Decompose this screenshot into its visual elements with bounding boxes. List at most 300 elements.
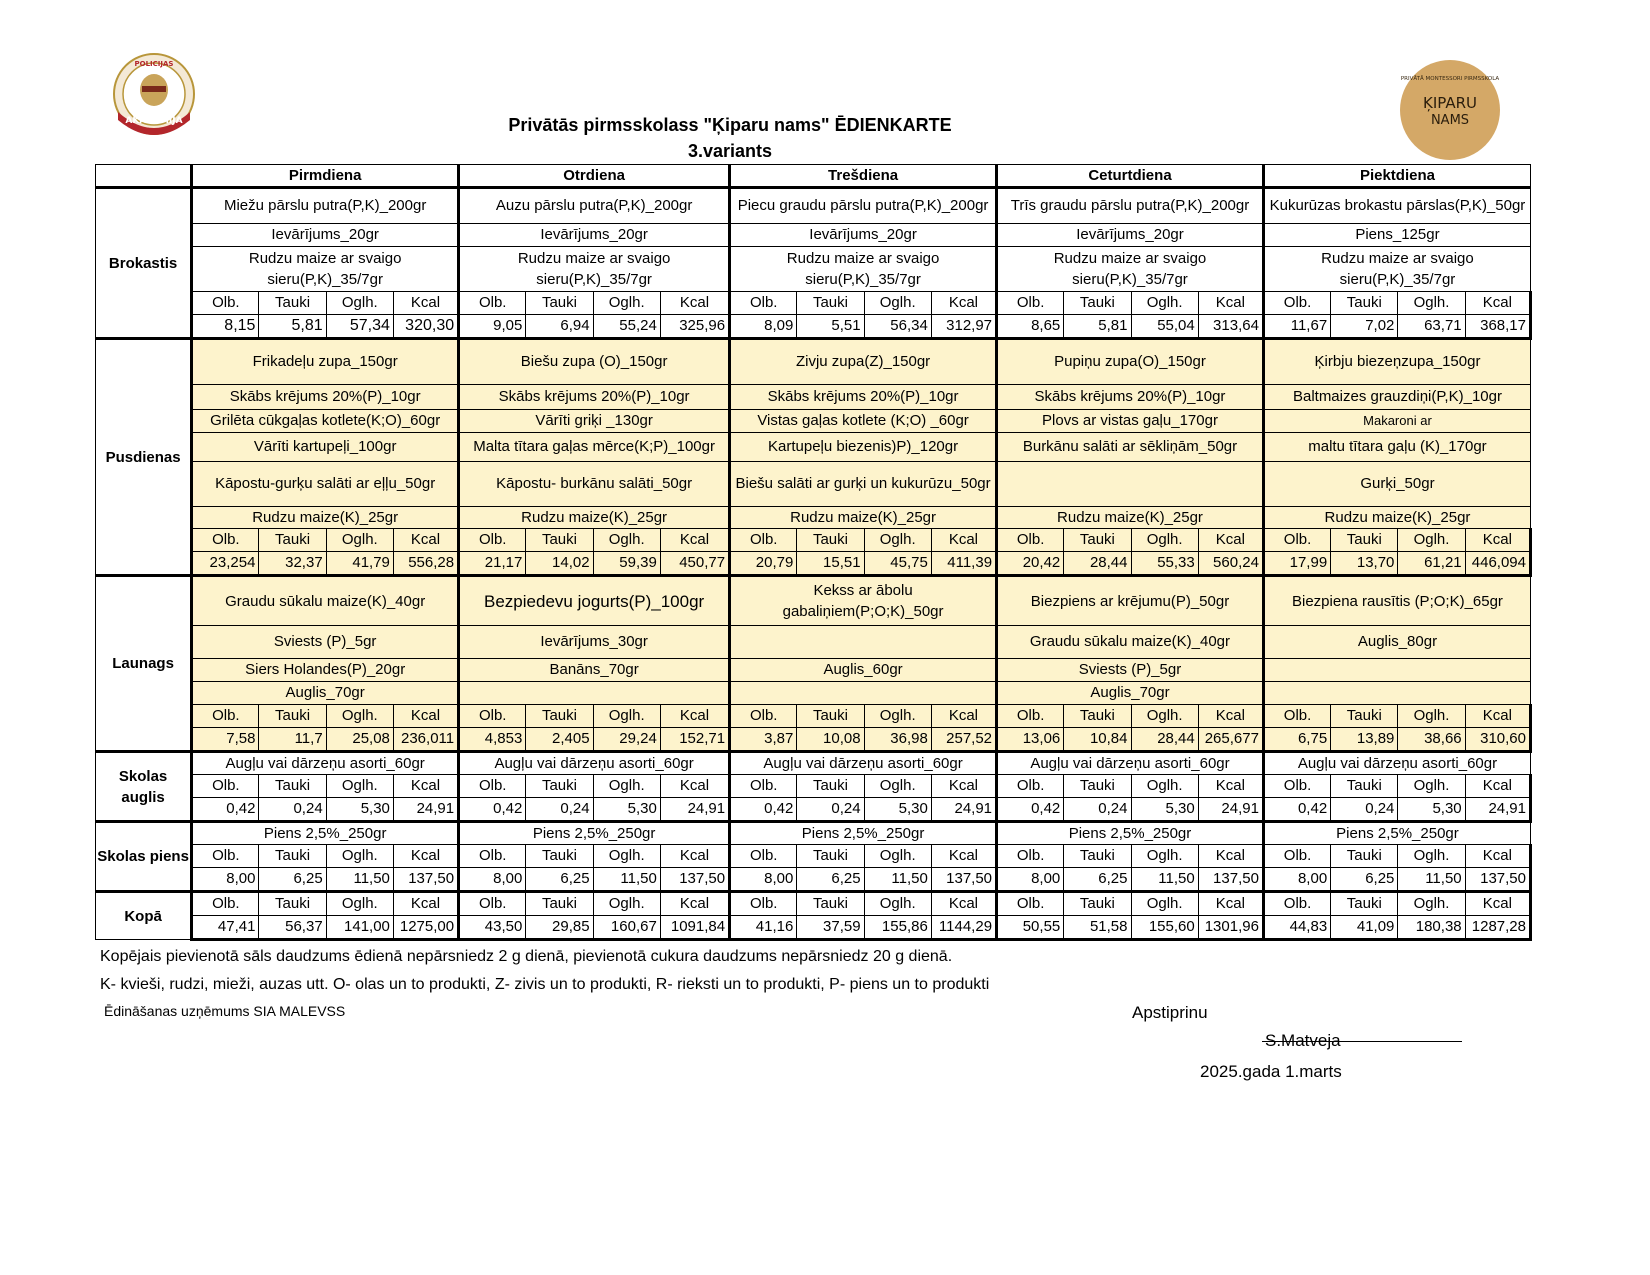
- nutrient-value: 32,37: [259, 552, 326, 576]
- nutrient-value-row: [96, 552, 1531, 576]
- nutrient-label: Oglh.: [1131, 892, 1198, 916]
- nutrient-value: 7,02: [1331, 315, 1398, 339]
- nutrient-value: 137,50: [1465, 868, 1530, 892]
- nutrient-label: Olb.: [459, 292, 526, 315]
- nutrient-value: 8,09: [730, 315, 797, 339]
- nutrient-value: 11,50: [593, 868, 660, 892]
- page-subtitle: 3.variants: [687, 141, 773, 161]
- nutrient-value: 310,60: [1465, 728, 1530, 752]
- dish-cell: maltu tītara gaļu (K)_170gr: [1263, 433, 1530, 462]
- nutrient-label: Kcal: [393, 529, 458, 552]
- dish-cell: Malta tītara gaļas mērce(K;P)_100gr: [459, 433, 730, 462]
- nutrient-label: Olb.: [997, 529, 1064, 552]
- nutrient-label: Olb.: [1263, 892, 1330, 916]
- dish-cell: Gurķi_50gr: [1263, 462, 1530, 507]
- nutrient-label: Olb.: [997, 892, 1064, 916]
- dish-cell: Auzu pārslu putra(P,K)_200gr: [459, 188, 730, 224]
- dish-cell: Augļu vai dārzeņu asorti_60gr: [730, 752, 997, 775]
- nutrient-label: Olb.: [459, 775, 526, 798]
- dish-cell: Bezpiedevu jogurts(P)_100gr: [459, 576, 730, 626]
- nutrient-label: Tauki: [1064, 529, 1131, 552]
- nutrient-label: Oglh.: [1398, 775, 1465, 798]
- nutrient-label: Olb.: [730, 892, 797, 916]
- nutrient-label-row: [96, 292, 1531, 315]
- dish-row: [96, 339, 1531, 385]
- nutrient-value: 1275,00: [393, 916, 458, 940]
- nutrient-label: Oglh.: [326, 775, 393, 798]
- kiparu-nams-logo: [1398, 58, 1502, 162]
- nutrient-label: Tauki: [1331, 892, 1398, 916]
- nutrient-value: 5,81: [1064, 315, 1131, 339]
- nutrient-value: 50,55: [997, 916, 1064, 940]
- nutrient-label: Kcal: [931, 705, 996, 728]
- nutrient-value: 41,79: [326, 552, 393, 576]
- dish-row: [96, 433, 1531, 462]
- nutrient-label: Kcal: [1465, 845, 1530, 868]
- dish-cell: Kekss ar ābolu gabaliņiem(P;O;K)_50gr: [730, 576, 997, 626]
- dish-cell: Grilēta cūkgaļas kotlete(K;O)_60gr: [192, 410, 459, 433]
- nutrient-value: 24,91: [393, 798, 458, 822]
- dish-cell: Rudzu maize ar svaigo sieru(P,K)_35/7gr: [1263, 247, 1530, 292]
- dish-cell: Trīs graudu pārslu putra(P,K)_200gr: [997, 188, 1264, 224]
- nutrient-value-row: [96, 916, 1531, 940]
- nutrient-label: Oglh.: [326, 845, 393, 868]
- svg-text:PRIVĀTĀ MONTESSORI PIRMSSKOLA: PRIVĀTĀ MONTESSORI PIRMSSKOLA: [1400, 76, 1500, 82]
- nutrient-label: Kcal: [931, 529, 996, 552]
- approve-label: Apstiprinu: [1132, 1003, 1208, 1022]
- nutrient-label: Kcal: [931, 775, 996, 798]
- nutrient-label: Kcal: [660, 775, 729, 798]
- nutrient-value: 9,05: [459, 315, 526, 339]
- nutrient-label: Tauki: [526, 705, 593, 728]
- nutrient-value: 24,91: [1198, 798, 1263, 822]
- dish-cell: Piens 2,5%_250gr: [730, 822, 997, 845]
- nutrient-label: Olb.: [192, 292, 259, 315]
- svg-text:POLICIJAS: POLICIJAS: [134, 60, 174, 68]
- signer-name: S.Matveja: [1265, 1031, 1341, 1050]
- dish-cell: Auglis_70gr: [997, 682, 1264, 705]
- nutrient-label: Olb.: [1263, 529, 1330, 552]
- page-title: Privātās pirmsskolass "Ķiparu nams" ĒDIENKARTE: [508, 115, 952, 135]
- svg-text:AKADEMIJA: AKADEMIJA: [125, 116, 183, 126]
- dish-cell: Piens_125gr: [1263, 224, 1530, 247]
- nutrient-value: 11,67: [1263, 315, 1330, 339]
- nutrient-label: Olb.: [459, 529, 526, 552]
- dish-cell: Rudzu maize(K)_25gr: [997, 507, 1264, 529]
- nutrient-value: 8,15: [192, 315, 259, 339]
- dish-cell: Baltmaizes grauzdiņi(P,K)_10gr: [1263, 385, 1530, 410]
- nutrient-value: 28,44: [1131, 728, 1198, 752]
- nutrient-value: 45,75: [864, 552, 931, 576]
- nutrient-value: 137,50: [1198, 868, 1263, 892]
- nutrient-value: 17,99: [1263, 552, 1330, 576]
- nutrient-value: 11,50: [864, 868, 931, 892]
- nutrient-value: 236,011: [393, 728, 458, 752]
- nutrient-label: Tauki: [1331, 292, 1398, 315]
- nutrient-value: 20,42: [997, 552, 1064, 576]
- meal-label-brokastis: Brokastis: [96, 188, 192, 339]
- nutrient-value: 41,16: [730, 916, 797, 940]
- nutrient-value: 8,65: [997, 315, 1064, 339]
- nutrient-label: Oglh.: [1398, 845, 1465, 868]
- dish-cell: Vārīti kartupeļi_100gr: [192, 433, 459, 462]
- dish-row: [96, 224, 1531, 247]
- nutrient-label-row: [96, 775, 1531, 798]
- nutrient-value: 37,59: [797, 916, 864, 940]
- nutrient-label: Kcal: [1465, 292, 1530, 315]
- nutrient-label: Oglh.: [864, 775, 931, 798]
- nutrient-label: Oglh.: [326, 292, 393, 315]
- nutrient-value: 51,58: [1064, 916, 1131, 940]
- dish-row: [96, 659, 1531, 682]
- nutrient-value: 11,50: [1398, 868, 1465, 892]
- nutrient-label: Kcal: [1198, 845, 1263, 868]
- dish-row: [96, 576, 1531, 626]
- nutrient-label: Kcal: [660, 705, 729, 728]
- dish-cell: Ievārījums_20gr: [997, 224, 1264, 247]
- dish-cell: Rudzu maize ar svaigo sieru(P,K)_35/7gr: [459, 247, 730, 292]
- dish-cell: Skābs krējums 20%(P)_10gr: [459, 385, 730, 410]
- nutrient-label: Oglh.: [326, 529, 393, 552]
- nutrient-label: Oglh.: [1131, 705, 1198, 728]
- meal-label-kopa: Kopā: [96, 892, 192, 940]
- dish-cell: Ievārījums_20gr: [192, 224, 459, 247]
- police-academy-logo: [112, 52, 196, 136]
- nutrient-label: Tauki: [526, 892, 593, 916]
- nutrient-value: 6,25: [1064, 868, 1131, 892]
- nutrient-label: Tauki: [1331, 845, 1398, 868]
- nutrient-label: Oglh.: [864, 892, 931, 916]
- nutrient-value: 6,94: [526, 315, 593, 339]
- nutrient-label: Oglh.: [1131, 292, 1198, 315]
- nutrient-value: 25,08: [326, 728, 393, 752]
- nutrient-value: 5,51: [797, 315, 864, 339]
- meal-label-pusdienas: Pusdienas: [96, 339, 192, 576]
- nutrient-label: Kcal: [393, 845, 458, 868]
- dish-cell: Zivju zupa(Z)_150gr: [730, 339, 997, 385]
- dish-cell: Biezpiens ar krējumu(P)_50gr: [997, 576, 1264, 626]
- dish-cell: Auglis_80gr: [1263, 626, 1530, 659]
- dish-cell: [1263, 682, 1530, 705]
- nutrient-label: Tauki: [526, 775, 593, 798]
- dish-cell: Frikadeļu zupa_150gr: [192, 339, 459, 385]
- nutrient-value: 312,97: [931, 315, 996, 339]
- nutrient-label: Tauki: [259, 529, 326, 552]
- nutrient-value: 8,00: [730, 868, 797, 892]
- nutrient-value: 24,91: [931, 798, 996, 822]
- nutrient-value: 8,00: [459, 868, 526, 892]
- dish-cell: Sviests (P)_5gr: [192, 626, 459, 659]
- nutrient-value: 0,24: [1331, 798, 1398, 822]
- dish-cell: [459, 682, 730, 705]
- dish-cell: Banāns_70gr: [459, 659, 730, 682]
- nutrient-label: Tauki: [259, 845, 326, 868]
- nutrient-value: 6,25: [1331, 868, 1398, 892]
- dish-row: [96, 507, 1531, 529]
- nutrient-label: Olb.: [1263, 705, 1330, 728]
- dish-row: [96, 822, 1531, 845]
- nutrient-label-row: [96, 705, 1531, 728]
- nutrient-label: Tauki: [1331, 705, 1398, 728]
- nutrient-value: 24,91: [1465, 798, 1530, 822]
- nutrient-value: 560,24: [1198, 552, 1263, 576]
- dish-cell: Kāpostu-gurķu salāti ar eļļu_50gr: [192, 462, 459, 507]
- dish-cell: Kukurūzas brokastu pārslas(P,K)_50gr: [1263, 188, 1530, 224]
- nutrient-value: 14,02: [526, 552, 593, 576]
- dish-cell: Ievārījums_20gr: [459, 224, 730, 247]
- nutrient-label: Tauki: [797, 775, 864, 798]
- menu-table: [95, 164, 1532, 941]
- nutrient-label: Kcal: [1198, 529, 1263, 552]
- nutrient-value: 5,30: [1131, 798, 1198, 822]
- nutrient-label: Kcal: [660, 845, 729, 868]
- dish-cell: Rudzu maize(K)_25gr: [730, 507, 997, 529]
- dish-cell: Graudu sūkalu maize(K)_40gr: [997, 626, 1264, 659]
- corner-cell: [96, 165, 192, 188]
- nutrient-label: Kcal: [931, 292, 996, 315]
- nutrient-value: 24,91: [660, 798, 729, 822]
- dish-row: [96, 385, 1531, 410]
- dish-cell: Rudzu maize ar svaigo sieru(P,K)_35/7gr: [997, 247, 1264, 292]
- nutrient-label: Tauki: [259, 292, 326, 315]
- nutrient-label-row: [96, 529, 1531, 552]
- nutrient-label: Oglh.: [1398, 705, 1465, 728]
- dish-cell: Auglis_60gr: [730, 659, 997, 682]
- dish-row: [96, 410, 1531, 433]
- nutrient-label: Tauki: [797, 892, 864, 916]
- nutrient-value: 137,50: [393, 868, 458, 892]
- dish-cell: Piecu graudu pārslu putra(P,K)_200gr: [730, 188, 997, 224]
- nutrient-label: Tauki: [526, 292, 593, 315]
- nutrient-value: 11,50: [1131, 868, 1198, 892]
- nutrient-label: Olb.: [997, 775, 1064, 798]
- nutrient-label: Kcal: [931, 845, 996, 868]
- day-header-row: [96, 165, 1531, 188]
- nutrient-label: Olb.: [459, 892, 526, 916]
- meal-label-skolas-piens: Skolas piens: [96, 822, 192, 892]
- meal-label-launags: Launags: [96, 576, 192, 752]
- nutrient-label: Tauki: [259, 775, 326, 798]
- nutrient-value: 3,87: [730, 728, 797, 752]
- dish-cell: Makaroni ar: [1263, 410, 1530, 433]
- dish-row: [96, 247, 1531, 292]
- dish-cell: Biešu zupa (O)_150gr: [459, 339, 730, 385]
- approval-date: 2025.gada 1.marts: [1200, 1062, 1342, 1081]
- nutrient-value: 0,42: [730, 798, 797, 822]
- dish-cell: Skābs krējums 20%(P)_10gr: [997, 385, 1264, 410]
- nutrient-label: Oglh.: [326, 892, 393, 916]
- nutrient-value: 55,04: [1131, 315, 1198, 339]
- nutrient-label: Oglh.: [1398, 292, 1465, 315]
- nutrient-value: 43,50: [459, 916, 526, 940]
- dish-cell: Kartupeļu biezenis)P)_120gr: [730, 433, 997, 462]
- nutrient-value-row: [96, 798, 1531, 822]
- nutrient-label: Oglh.: [1131, 775, 1198, 798]
- dish-row: [96, 626, 1531, 659]
- nutrient-value: 56,37: [259, 916, 326, 940]
- nutrient-value: 0,42: [192, 798, 259, 822]
- nutrient-value: 5,30: [326, 798, 393, 822]
- nutrient-label: Olb.: [730, 705, 797, 728]
- nutrient-value: 5,81: [259, 315, 326, 339]
- nutrient-label: Oglh.: [1131, 529, 1198, 552]
- nutrient-value: 155,60: [1131, 916, 1198, 940]
- nutrient-label: Tauki: [259, 892, 326, 916]
- nutrient-label: Kcal: [660, 892, 729, 916]
- nutrient-label: Kcal: [393, 775, 458, 798]
- nutrient-value: 57,34: [326, 315, 393, 339]
- nutrient-label: Kcal: [393, 705, 458, 728]
- nutrient-label: Tauki: [1064, 705, 1131, 728]
- dish-cell: Piens 2,5%_250gr: [997, 822, 1264, 845]
- nutrient-label: Kcal: [1198, 292, 1263, 315]
- nutrient-value: 1144,29: [931, 916, 996, 940]
- dish-cell: Burkānu salāti ar sēkliņām_50gr: [997, 433, 1264, 462]
- day-header: Trešdiena: [730, 165, 997, 188]
- nutrient-label: Kcal: [1198, 705, 1263, 728]
- nutrient-value: 450,77: [660, 552, 729, 576]
- nutrient-label: Oglh.: [593, 845, 660, 868]
- nutrient-value: 21,17: [459, 552, 526, 576]
- nutrient-value: 180,38: [1398, 916, 1465, 940]
- dish-cell: [1263, 659, 1530, 682]
- nutrient-label: Olb.: [459, 845, 526, 868]
- dish-cell: Rudzu maize ar svaigo sieru(P,K)_35/7gr: [192, 247, 459, 292]
- dish-cell: Pupiņu zupa(O)_150gr: [997, 339, 1264, 385]
- caterer: Ēdināšanas uzņēmums SIA MALEVSS: [104, 1003, 346, 1019]
- nutrient-value: 8,00: [1263, 868, 1330, 892]
- nutrient-label: Olb.: [192, 845, 259, 868]
- dish-cell: Vistas gaļas kotlete (K;O) _60gr: [730, 410, 997, 433]
- nutrient-label: Olb.: [730, 292, 797, 315]
- nutrient-value: 61,21: [1398, 552, 1465, 576]
- dish-cell: Biezpiena rausītis (P;O;K)_65gr: [1263, 576, 1530, 626]
- nutrient-value: 137,50: [660, 868, 729, 892]
- nutrient-label-row: [96, 845, 1531, 868]
- nutrient-label: Tauki: [1331, 775, 1398, 798]
- nutrient-label: Oglh.: [593, 529, 660, 552]
- dish-cell: Augļu vai dārzeņu asorti_60gr: [459, 752, 730, 775]
- nutrient-label: Tauki: [797, 292, 864, 315]
- nutrient-value: 11,50: [326, 868, 393, 892]
- dish-cell: Vārīti griķi _130gr: [459, 410, 730, 433]
- nutrient-label: Tauki: [1064, 892, 1131, 916]
- nutrient-value: 13,70: [1331, 552, 1398, 576]
- dish-cell: Ievārījums_30gr: [459, 626, 730, 659]
- nutrient-label: Tauki: [797, 845, 864, 868]
- nutrient-value: 13,89: [1331, 728, 1398, 752]
- nutrient-value-row: [96, 315, 1531, 339]
- nutrient-label: Oglh.: [593, 892, 660, 916]
- nutrient-value: 28,44: [1064, 552, 1131, 576]
- nutrient-label: Oglh.: [1398, 529, 1465, 552]
- dish-cell: Ķirbju biezeņzupa_150gr: [1263, 339, 1530, 385]
- nutrient-label: Kcal: [660, 292, 729, 315]
- nutrient-label: Kcal: [660, 529, 729, 552]
- dish-cell: Miežu pārslu putra(P,K)_200gr: [192, 188, 459, 224]
- dish-cell: Piens 2,5%_250gr: [459, 822, 730, 845]
- nutrient-value: 0,42: [997, 798, 1064, 822]
- nutrient-label: Kcal: [1198, 775, 1263, 798]
- allergen-legend: K- kvieši, rudzi, mieži, auzas utt. O- olas un to produkti, Z- zivis un to produkti, R- rieksti un to produkti, P- piens un to produkti: [100, 976, 990, 993]
- nutrient-label: Kcal: [1198, 892, 1263, 916]
- nutrient-value: 29,85: [526, 916, 593, 940]
- nutrient-value: 0,24: [1064, 798, 1131, 822]
- dish-cell: [730, 682, 997, 705]
- nutrient-label: Kcal: [931, 892, 996, 916]
- nutrient-label: Kcal: [1465, 705, 1530, 728]
- dish-cell: Biešu salāti ar gurķi un kukurūzu_50gr: [730, 462, 997, 507]
- nutrient-label: Oglh.: [1398, 892, 1465, 916]
- nutrient-value: 59,39: [593, 552, 660, 576]
- dish-row: [96, 682, 1531, 705]
- nutrient-label: Olb.: [730, 775, 797, 798]
- nutrient-value: 160,67: [593, 916, 660, 940]
- dish-cell: Auglis_70gr: [192, 682, 459, 705]
- dish-cell: Piens 2,5%_250gr: [192, 822, 459, 845]
- nutrient-value: 55,24: [593, 315, 660, 339]
- nutrient-value: 6,75: [1263, 728, 1330, 752]
- nutrient-label: Olb.: [1263, 775, 1330, 798]
- nutrient-value: 5,30: [593, 798, 660, 822]
- nutrient-label: Oglh.: [593, 292, 660, 315]
- nutrient-value: 1301,96: [1198, 916, 1263, 940]
- dish-cell: Rudzu maize(K)_25gr: [192, 507, 459, 529]
- nutrient-label: Kcal: [393, 892, 458, 916]
- nutrient-value: 6,25: [797, 868, 864, 892]
- day-header: Piektdiena: [1263, 165, 1530, 188]
- nutrient-value: 1091,84: [660, 916, 729, 940]
- meal-label-skolas-auglis: Skolas auglis: [96, 752, 192, 822]
- dish-cell: Sviests (P)_5gr: [997, 659, 1264, 682]
- nutrient-value: 4,853: [459, 728, 526, 752]
- nutrient-label: Kcal: [393, 292, 458, 315]
- nutrient-value: 8,00: [192, 868, 259, 892]
- nutrient-label: Olb.: [997, 705, 1064, 728]
- nutrient-label: Oglh.: [864, 292, 931, 315]
- nutrient-value: 5,30: [864, 798, 931, 822]
- nutrient-value: 38,66: [1398, 728, 1465, 752]
- nutrient-label: Oglh.: [326, 705, 393, 728]
- nutrient-label: Kcal: [1465, 775, 1530, 798]
- dish-cell: Augļu vai dārzeņu asorti_60gr: [1263, 752, 1530, 775]
- dish-cell: Augļu vai dārzeņu asorti_60gr: [997, 752, 1264, 775]
- nutrient-value: 15,51: [797, 552, 864, 576]
- dish-cell: Augļu vai dārzeņu asorti_60gr: [192, 752, 459, 775]
- nutrient-label: Tauki: [526, 529, 593, 552]
- nutrient-label: Oglh.: [864, 705, 931, 728]
- dish-cell: Kāpostu- burkānu salāti_50gr: [459, 462, 730, 507]
- nutrient-label: Olb.: [997, 845, 1064, 868]
- nutrient-value: 55,33: [1131, 552, 1198, 576]
- nutrient-label: Tauki: [1331, 529, 1398, 552]
- nutrient-value: 556,28: [393, 552, 458, 576]
- nutrient-label: Kcal: [1465, 529, 1530, 552]
- nutrient-value: 0,24: [797, 798, 864, 822]
- nutrient-value: 0,42: [1263, 798, 1330, 822]
- nutrient-value: 7,58: [192, 728, 259, 752]
- nutrient-label: Oglh.: [593, 775, 660, 798]
- dish-cell: Rudzu maize(K)_25gr: [1263, 507, 1530, 529]
- dish-cell: Plovs ar vistas gaļu_170gr: [997, 410, 1264, 433]
- nutrient-label: Tauki: [259, 705, 326, 728]
- salt-sugar-note: Kopējais pievienotā sāls daudzums ēdienā nepārsniedz 2 g dienā, pievienotā cukura daudzums nepārsniedz 20 g dienā.: [100, 948, 953, 965]
- nutrient-label: Olb.: [730, 529, 797, 552]
- nutrient-value: 0,24: [259, 798, 326, 822]
- nutrient-value: 265,677: [1198, 728, 1263, 752]
- nutrient-label: Kcal: [1465, 892, 1530, 916]
- nutrient-value: 8,00: [997, 868, 1064, 892]
